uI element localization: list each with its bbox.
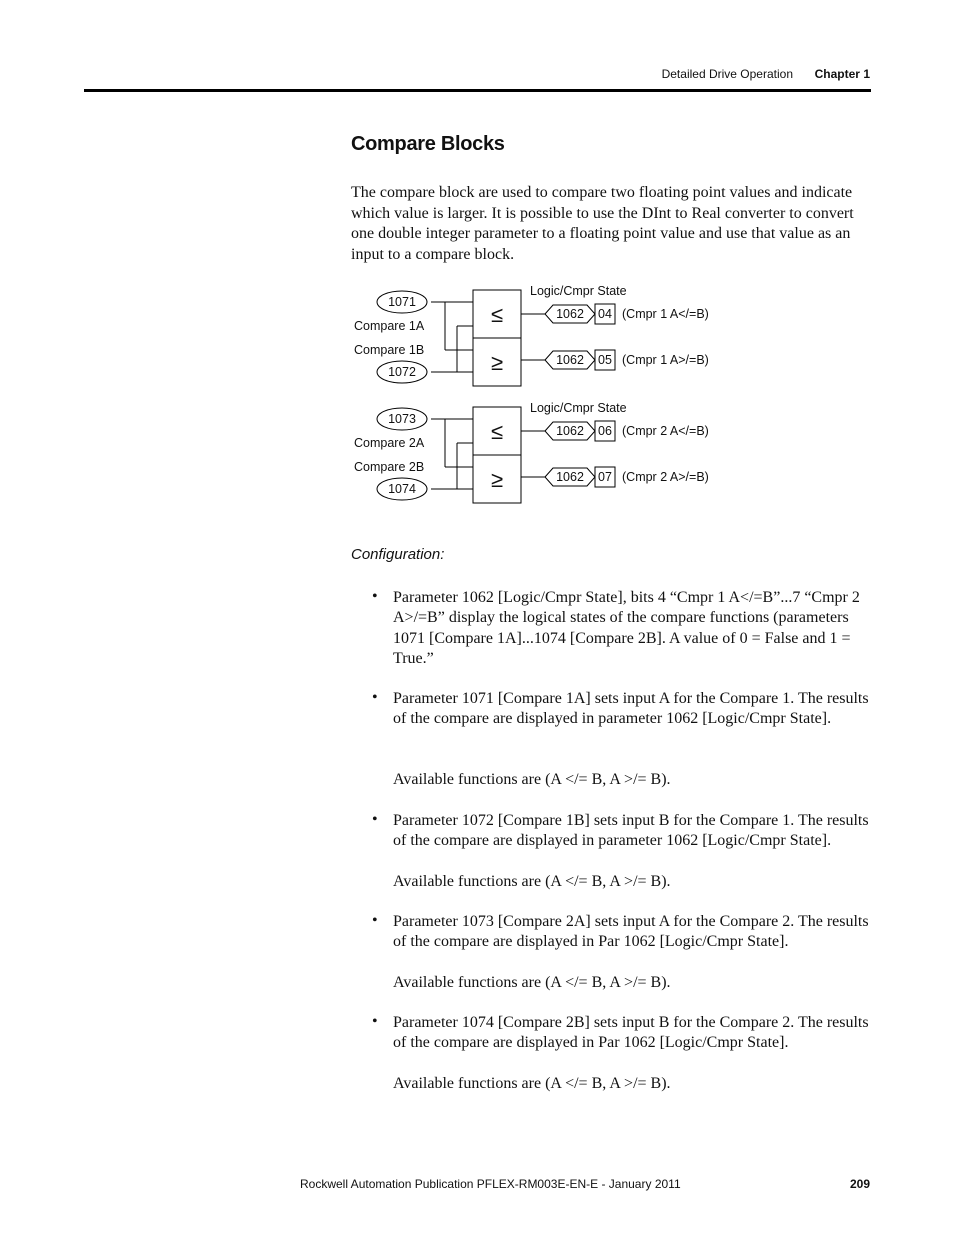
intro-paragraph: The compare block are used to compare two floating point values and indicate which value is larger. It is possible to use the DInt to Real converter to convert one double integer parameter to a floating point value and use that value as an input to a compare block. [351, 184, 854, 263]
header-rule [84, 89, 871, 92]
bullet-marker: • [372, 811, 378, 828]
bullet-item-1072: Parameter 1072 [Compare 1B] sets input B for the Compare 1. The results of the compare are displayed in parameter 1062 [Logic/Cmpr State]. [393, 812, 869, 850]
bullet-marker: • [372, 689, 378, 706]
param-1073-text: 1073 [388, 412, 416, 426]
compare-2b-label: Compare 2B [354, 460, 425, 474]
available-functions-note: Available functions are (A </= B, A >/= B). [393, 974, 671, 991]
state-label-2: Logic/Cmpr State [530, 401, 627, 415]
bit-05-text: 05 [598, 353, 612, 367]
greater-equal-symbol-2: ≥ [490, 467, 504, 492]
less-equal-symbol-2: ≤ [490, 419, 504, 444]
bullet-item-1062: Parameter 1062 [Logic/Cmpr State], bits 4 “Cmpr 1 A</=B”...7 “Cmpr 2 A>/=B” display the logical states of the compare functions (parameters 1071 [Compare 1A]...1074 [Compare 2B]. A value of 0 = False and 1 = True.” [393, 589, 860, 667]
header-section-title: Detailed Drive Operation [661, 67, 793, 81]
output-param-text: 1062 [556, 470, 584, 484]
bullet-item-1073: Parameter 1073 [Compare 2A] sets input A for the Compare 2. The results of the compare are displayed in Par 1062 [Logic/Cmpr State]. [393, 913, 869, 951]
cmpr-2-ge-desc: (Cmpr 2 A>/=B) [622, 470, 709, 484]
param-1074-text: 1074 [388, 482, 416, 496]
configuration-label: Configuration: [351, 546, 445, 563]
bit-06-text: 06 [598, 424, 612, 438]
compare-block-diagram [345, 280, 725, 510]
page-number: 209 [849, 1177, 870, 1191]
bullet-marker: • [372, 912, 378, 929]
output-param-text: 1062 [556, 424, 584, 438]
compare-1b-label: Compare 1B [354, 343, 425, 357]
footer-publication: Rockwell Automation Publication PFLEX-RM003E-EN-E - January 2011 [300, 1177, 681, 1191]
compare-1a-label: Compare 1A [354, 319, 425, 333]
cmpr-1-ge-desc: (Cmpr 1 A>/=B) [622, 353, 709, 367]
bullet-item-1074: Parameter 1074 [Compare 2B] sets input B for the Compare 2. The results of the compare are displayed in Par 1062 [Logic/Cmpr State]. [393, 1014, 869, 1052]
available-functions-note: Available functions are (A </= B, A >/= B). [393, 1075, 671, 1092]
bullet-marker: • [372, 1013, 378, 1030]
available-functions-note: Available functions are (A </= B, A >/= B). [393, 873, 671, 890]
cmpr-1-le-desc: (Cmpr 1 A</=B) [622, 307, 709, 321]
param-1071-text: 1071 [388, 295, 416, 309]
header-chapter-label: Chapter 1 [814, 67, 870, 81]
output-param-text: 1062 [556, 307, 584, 321]
bullet-marker: • [372, 588, 378, 605]
bullet-item-1071: Parameter 1071 [Compare 1A] sets input A for the Compare 1. The results of the compare are displayed in parameter 1062 [Logic/Cmpr State]. [393, 690, 869, 728]
section-title: Compare Blocks [351, 133, 505, 155]
param-1072-text: 1072 [388, 365, 416, 379]
state-label-1: Logic/Cmpr State [530, 284, 627, 298]
bit-07-text: 07 [598, 470, 612, 484]
bit-04-text: 04 [598, 307, 612, 321]
output-param-text: 1062 [556, 353, 584, 367]
available-functions-note: Available functions are (A </= B, A >/= B). [393, 771, 671, 788]
compare-2a-label: Compare 2A [354, 436, 425, 450]
greater-equal-symbol-1: ≥ [490, 350, 504, 375]
less-equal-symbol-1: ≤ [490, 302, 504, 327]
cmpr-2-le-desc: (Cmpr 2 A</=B) [622, 424, 709, 438]
